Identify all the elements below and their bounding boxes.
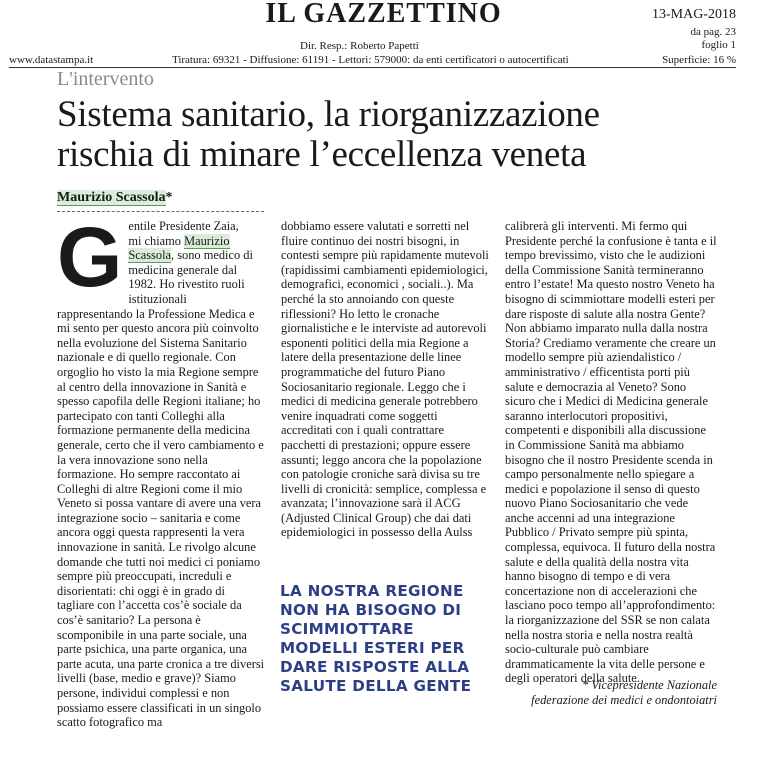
surface-line: Superficie: 16 % (662, 54, 736, 66)
title-line-1: Sistema sanitario, la riorganizzazione (57, 94, 600, 135)
masthead: IL GAZZETTINO (265, 0, 502, 29)
website-link[interactable]: www.datastampa.it (9, 54, 94, 66)
article-title (57, 95, 757, 175)
author-name: Maurizio Scassola (57, 190, 166, 205)
page-reference (690, 26, 736, 52)
salutation: entile Presidente Zaia, (128, 219, 239, 233)
column-2-text: dobbiamo essere valutati e sorretti nel fluire continuo dei nostri bisogni, in contesti sempre più rapidamente mutevoli (rapidissimi cambiamenti epidemiologici, demografici, economici , sociali..). Ma perché la sto annoiando con queste riflessioni? Ho letto le cronache giornalistiche e le interviste ad autorevoli esponenti politici della mia Regione a latere della presentazione delle linee programmatiche del futuro Piano Sociosanitario regionale. Leggo che i medici di medicina generale potrebbero venire inquadrati come soggetti accreditati con i quali contrattare pacchetti di prestazioni; oppure essere assunti; leggo ancora che la popolazione con patologie croniche sarà divisa su tre livelli di cronicità: semplice, complessa e avanzata; l’innovazione sarà il ACG (Adjusted Clinical Group) che dai dati epidemiologici in possesso della Aulss (281, 219, 489, 540)
author-organization: federazione dei medici e ondontoiatri (531, 693, 717, 707)
article-column-1 (57, 210, 265, 730)
column-1-text: , sono medico di medicina generale dal 1982. Ho rivestito ruoli istituzionali rappresentando la Professione Medica e mi sento per questo ancora più coinvolto nella evoluzione del Sistema Sanitario nazionale e di quello regionale. Con orgoglio ho visto la mia Regione sempre al centro della innovazione in Sanità e spesso capofila delle Regioni italiane; ho partecipato con tanti Colleghi alla formazione permanente della medicina generale, certo che il vero cambiamento e la vera innovazione sono nella formazione. Ho sempre raccontato ai Colleghi di altre Regioni come il mio Veneto si possa vantare di avere una vera integrazione socio – sanitaria e come ancora oggi questa rappresenti la vera innovazione in sanità. Le rivolgo alcune domande che tutti noi medici ci poniamo sempre più preoccupati, increduli e disorientati: chi oggi è in grado di tagliare con l’accetta cos’è sociale da cos’è sanitario? La persona è scomponibile in una parte sociale, una parte psichica, una parte organica, una parte acuta, una parte cronica a tre diversi livelli (base, medio e grave)? Siamo persone, individui complessi e non possiamo essere classificati in un singolo scatto fotografico ma (57, 248, 265, 730)
article-column-2 (281, 219, 491, 540)
author-name-inline: Maurizio Scassola (128, 233, 230, 263)
pull-quote: LA NOSTRA REGIONE NON HA BISOGNO DI SCIMMIOTTARE MODELLI ESTERI PER DARE RISPOSTE ALLA SALUTE DELLA GENTE (280, 582, 472, 695)
page-from: da pag. 23 (690, 26, 736, 38)
circulation-line: Tiratura: 69321 - Diffusione: 61191 - Lettori: 579000: da enti certificatori o autocertificati (172, 54, 569, 66)
column-3-text: calibrerà gli interventi. Mi fermo qui Presidente perché la confusione è tanta e il tempo brevissimo, visto che le audizioni della Commissione Sanità termineranno entro l’estate! Ma questo nostro Veneto ha bisogno di scimmiottare modelli esteri per dare risposte di salute alla nostra Gente? Non abbiamo imparato nulla dalla nostra Storia? Crediamo veramente che creare un modello sempre più aziendalistico / amministrativo / efficentista porti più salute e democrazia al Veneto? Sono sicuro che i Medici di Medicina generale saranno interlocutori propositivi, competenti e disponibili alla discussione in Commissione Sanità ma abbiamo bisogno che il nostro Presidente scenda in campo personalmente nello spiegare a medici e popolazione il senso di questo nuovo Piano Sociosanitario che vede anche accenni ad una integrazione Pubblico / Privato sempre più spinta, complessa, equivoca. Il futuro della nostra salute e della qualità della nostra vita hanno bisogno di tempo e di vera concertazione non di accelerazioni che lasciano poco tempo all’approfondimento: la riorganizzazione del SSR se non calata nella nostra storia e nella nostra realtà socio-culturale può cambiare drammaticamente la vita delle persone e degli operatori della salute. (505, 219, 717, 686)
author-note (505, 678, 717, 708)
sheet-number: foglio 1 (701, 39, 736, 51)
article-column-3 (505, 219, 717, 686)
article-kicker: L'intervento (57, 68, 154, 90)
drop-cap: G (57, 210, 123, 304)
intro-text: mi chiamo (128, 233, 185, 248)
director-line: Dir. Resp.: Roberto Papetti (300, 40, 419, 52)
title-line-2: rischia di minare l’eccellenza veneta (57, 134, 587, 175)
author-role: * Vicepresidente Nazionale (582, 678, 717, 692)
issue-date: 13-MAG-2018 (652, 7, 736, 22)
byline (57, 190, 173, 206)
author-mark: * (165, 190, 173, 205)
